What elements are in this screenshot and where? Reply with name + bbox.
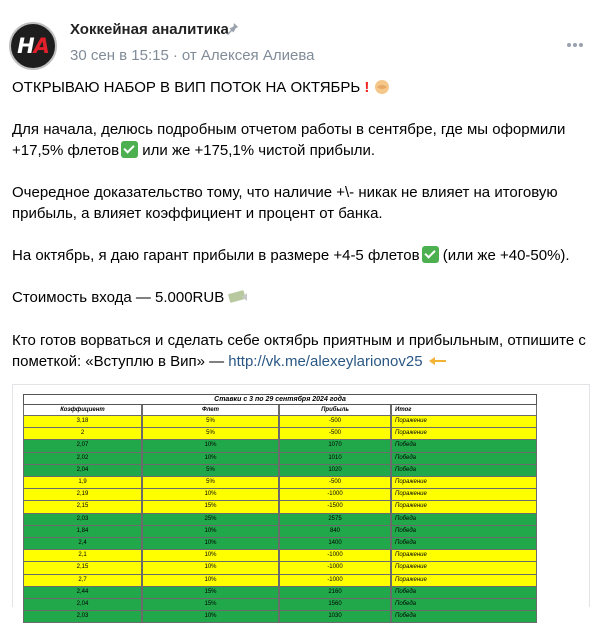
cell-coefficient: 2,04 [23, 465, 142, 477]
cell-coefficient: 2,02 [23, 453, 142, 465]
cell-profit: 1030 [279, 611, 391, 623]
cell-profit: 840 [279, 526, 391, 538]
cell-profit: -1000 [279, 575, 391, 587]
header-flat: Флет [142, 405, 279, 416]
exclamation-icon: ! [364, 79, 370, 96]
table-row [23, 428, 537, 440]
table-row [23, 550, 537, 562]
cell-profit: -1000 [279, 562, 391, 574]
sheet-title: Ставки с 3 по 29 сентября 2024 года [23, 394, 537, 405]
paragraph-report: Для начала, делюсь подробным отчетом работы в сентябре, где мы оформили +17,5% флетов или же +175,1% чистой прибыли. [12, 121, 566, 159]
cell-flat: 10% [142, 575, 279, 587]
post-headline: ОТКРЫВАЮ НАБОР В ВИП ПОТОК НА ОКТЯБРЬ ! [12, 77, 390, 98]
cell-result: Поражение [391, 550, 537, 562]
cell-coefficient: 1,84 [23, 526, 142, 538]
cell-profit: 1070 [279, 440, 391, 452]
cell-result: Поражение [391, 428, 537, 440]
cell-profit: -1000 [279, 489, 391, 501]
handshake-icon [374, 79, 390, 95]
cell-flat: 15% [142, 599, 279, 611]
check-icon [121, 141, 138, 158]
cell-coefficient: 2,15 [23, 501, 142, 513]
avatar-logo: H A [17, 34, 49, 58]
post-meta: 30 сен в 15:15 · от Алексея Алиева [70, 47, 315, 64]
table-row [23, 501, 537, 513]
cell-coefficient: 2,1 [23, 550, 142, 562]
cell-coefficient: 2,44 [23, 587, 142, 599]
cell-flat: 10% [142, 550, 279, 562]
table-row [23, 562, 537, 574]
cell-result: Победа [391, 453, 537, 465]
cell-flat: 10% [142, 453, 279, 465]
header-result: Итог [391, 405, 537, 416]
cell-result: Победа [391, 465, 537, 477]
table-row [23, 538, 537, 550]
cell-result: Победа [391, 611, 537, 623]
cell-result: Победа [391, 538, 537, 550]
cell-flat: 10% [142, 440, 279, 452]
cell-profit: -500 [279, 477, 391, 489]
cell-flat: 5% [142, 428, 279, 440]
vk-link[interactable]: http://vk.me/alexeylarionov25 [228, 353, 423, 370]
header-coefficient: Коэффициент [23, 405, 142, 416]
avatar[interactable] [9, 22, 57, 70]
cell-coefficient: 2,19 [23, 489, 142, 501]
cell-coefficient: 2,15 [23, 562, 142, 574]
header-profit: Прибыль [279, 405, 391, 416]
paragraph-proof: Очередное доказательство тому, что наличие +\- никак не влияет на итоговую прибыль, а влияет коэффициент и процент от банка. [12, 184, 558, 222]
cell-flat: 15% [142, 501, 279, 513]
cell-result: Победа [391, 526, 537, 538]
pin-icon [225, 22, 239, 38]
cell-coefficient: 3,18 [23, 416, 142, 428]
cell-coefficient: 2,03 [23, 514, 142, 526]
paragraph-price: Стоимость входа — 5.000RUB [12, 287, 248, 308]
cell-result: Поражение [391, 501, 537, 513]
cell-result: Поражение [391, 562, 537, 574]
cell-profit: -500 [279, 428, 391, 440]
cell-flat: 10% [142, 538, 279, 550]
table-row [23, 489, 537, 501]
table-row [23, 465, 537, 477]
cell-result: Победа [391, 599, 537, 611]
cell-coefficient: 2 [23, 428, 142, 440]
paragraph-guarantee: На октябрь, я даю гарант прибыли в размере +4-5 флетов (или же +40-50%). [12, 247, 570, 264]
money-icon [228, 289, 248, 305]
cell-flat: 25% [142, 514, 279, 526]
cell-result: Поражение [391, 416, 537, 428]
cell-result: Поражение [391, 477, 537, 489]
post-date[interactable]: 30 сен в 15:15 [70, 47, 169, 64]
table-row [23, 440, 537, 452]
cell-flat: 10% [142, 526, 279, 538]
group-name-link[interactable]: Хоккейная аналитика [70, 21, 229, 38]
cell-result: Победа [391, 514, 537, 526]
post-author[interactable]: от Алексея Алиева [181, 47, 315, 64]
table-row [23, 477, 537, 489]
table-row [23, 587, 537, 599]
cell-result: Победа [391, 587, 537, 599]
cell-flat: 15% [142, 587, 279, 599]
attached-photo[interactable] [12, 384, 590, 620]
cell-coefficient: 2,03 [23, 611, 142, 623]
table-row [23, 416, 537, 428]
cell-flat: 10% [142, 489, 279, 501]
cell-coefficient: 1,9 [23, 477, 142, 489]
cell-profit: 1560 [279, 599, 391, 611]
cell-flat: 5% [142, 416, 279, 428]
cell-profit: 1010 [279, 453, 391, 465]
cell-profit: -1000 [279, 550, 391, 562]
cell-coefficient: 2,04 [23, 599, 142, 611]
check-icon [422, 246, 439, 263]
table-row [23, 514, 537, 526]
table-row [23, 611, 537, 623]
more-dots-icon[interactable] [565, 35, 585, 55]
cell-flat: 5% [142, 465, 279, 477]
cell-coefficient: 2,07 [23, 440, 142, 452]
cell-coefficient: 2,7 [23, 575, 142, 587]
cell-result: Поражение [391, 489, 537, 501]
cell-profit: 2160 [279, 587, 391, 599]
cell-profit: -1500 [279, 501, 391, 513]
sheet-header-row [23, 405, 537, 416]
table-row [23, 575, 537, 587]
cell-profit: -500 [279, 416, 391, 428]
cell-profit: 1020 [279, 465, 391, 477]
table-row [23, 526, 537, 538]
cell-profit: 1400 [279, 538, 391, 550]
cell-profit: 2575 [279, 514, 391, 526]
paragraph-cta: Кто готов ворваться и сделать себе октябрь приятным и прибыльным, отпишите с пометкой: «Вступлю в Вип» — http://vk.me/alexeylarionov25 [12, 332, 586, 370]
table-row [23, 453, 537, 465]
cell-coefficient: 2,4 [23, 538, 142, 550]
table-row [23, 599, 537, 611]
cell-result: Поражение [391, 575, 537, 587]
cell-flat: 10% [142, 611, 279, 623]
pointing-hand-icon [427, 353, 447, 369]
cell-flat: 10% [142, 562, 279, 574]
cell-result: Победа [391, 440, 537, 452]
cell-flat: 5% [142, 477, 279, 489]
